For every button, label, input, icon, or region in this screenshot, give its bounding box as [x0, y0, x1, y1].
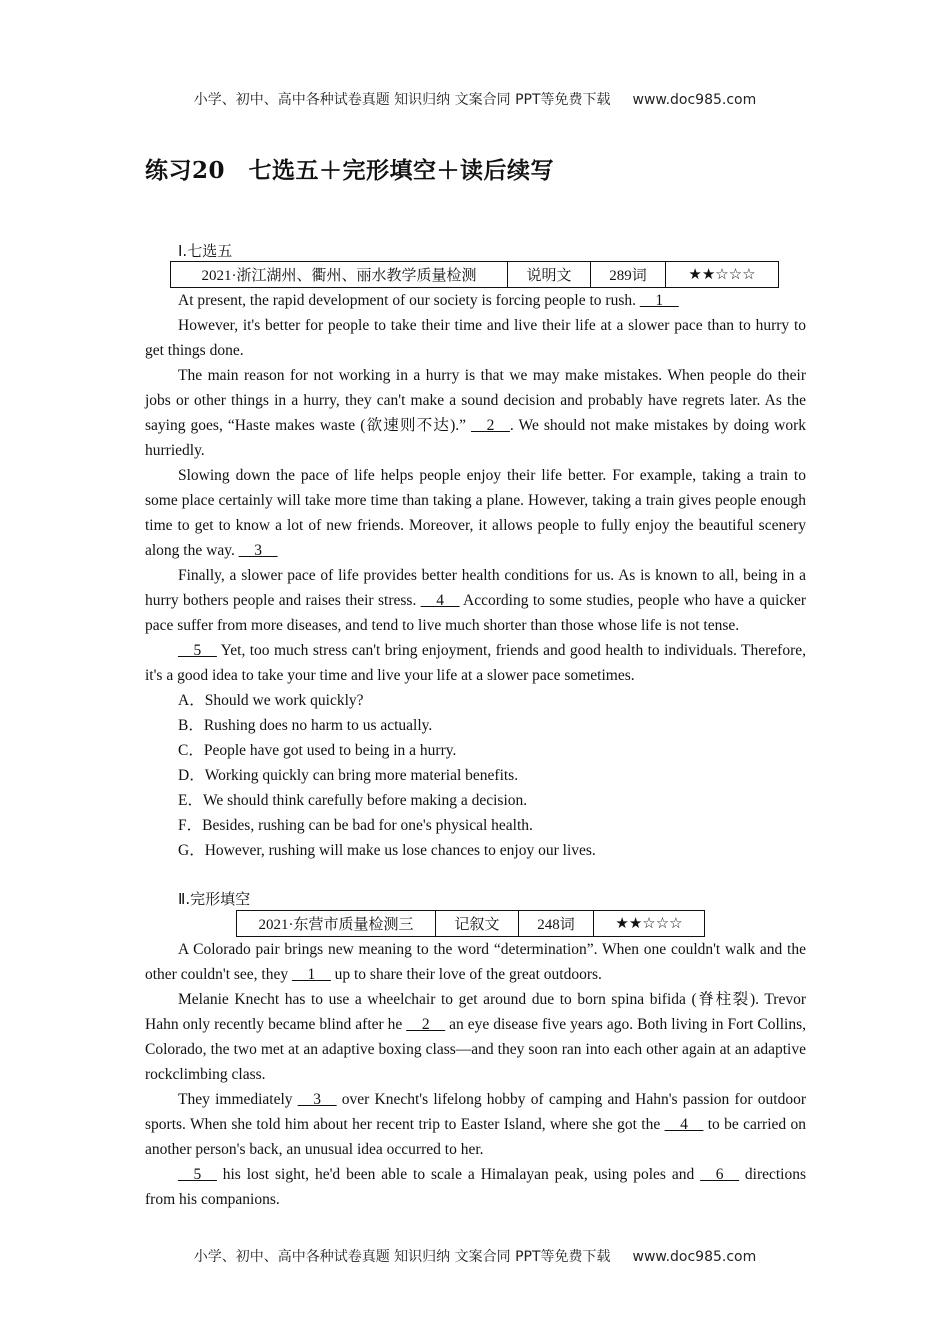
blank-1: __1__: [292, 966, 331, 983]
header-text: 小学、初中、高中各种试卷真题 知识归纳 文案合同 PPT等免费下载: [193, 92, 611, 108]
header-url[interactable]: www.doc985.com: [632, 92, 757, 108]
paragraph: A Colorado pair brings new meaning to the word “determination”. When one couldn't walk and the other couldn't see, they __1__ up to share their love of the great outdoors.: [145, 941, 806, 983]
section1-label: Ⅰ.七选五: [178, 242, 233, 260]
paragraph: At present, the rapid development of our society is forcing people to rush. __1__: [178, 292, 679, 309]
option-d: D．Working quickly can bring more material benefits.: [178, 767, 519, 784]
paragraph: However, it's better for people to take their time and live their life at a slower pace than to hurry to get things done.: [145, 317, 806, 359]
blank-3: __3__: [238, 542, 278, 559]
option-g: G．However, rushing will make us lose chances to enjoy our lives.: [178, 842, 596, 859]
info-difficulty: ★★☆☆☆: [666, 262, 779, 288]
option-e: E．We should think carefully before making a decision.: [178, 792, 528, 809]
page-header: [0, 89, 950, 109]
paragraph: Slowing down the pace of life helps people enjoy their life better. For example, taking a train to some place certainly will take more time than taking a plane. However, taking a train gives people enough time to get to know a lot of new friends. Moreover, it allows people to fully enjoy the beautiful scenery along the way. __3__: [145, 467, 806, 559]
blank-4: __4__: [420, 592, 460, 609]
paragraph: They immediately __3__ over Knecht's lifelong hobby of camping and Hahn's passion for outdoor sports. When she told him about her recent trip to Easter Island, where she got the __4__ to be carried on another person's back, an unusual idea occurred to her.: [145, 1091, 807, 1158]
paragraph: __5__ his lost sight, he'd been able to scale a Himalayan peak, using poles and __6__ directions from his companions.: [145, 1166, 807, 1208]
blank-5: __5__: [178, 1166, 217, 1183]
info-genre: 记叙文: [436, 911, 519, 937]
blank-5: __5__: [178, 642, 217, 659]
section2-label: Ⅱ.完形填空: [178, 890, 251, 908]
page-footer: [0, 1246, 950, 1266]
paragraph: __5__ Yet, too much stress can't bring enjoyment, friends and good health to individuals. Therefore, it's a good idea to take your time and live your life at a slower pace sometimes.: [145, 642, 806, 684]
paragraph: Melanie Knecht has to use a wheelchair to get around due to born spina bifida (脊柱裂). Trevor Hahn only recently became blind after he __2__ an eye disease five years ago. Both living in Fort Collins, Colorado, the two met at an adaptive boxing class—and they soon ran into each other again at an adaptive rockclimbing class.: [145, 991, 807, 1083]
info-source: 2021·浙江湖州、衢州、丽水教学质量检测: [171, 262, 508, 288]
paragraph: The main reason for not working in a hurry is that we may make mistakes. When people do their jobs or other things in a hurry, they can't make a sound decision and probably have regrets later. As the saying goes, “Haste makes waste (欲速则不达).” __2__. We should not make mistakes by doing work hurriedly.: [145, 367, 806, 459]
info-words: 289词: [591, 262, 666, 288]
section2-info-table: [236, 910, 705, 937]
blank-2: __2__: [406, 1016, 446, 1033]
section1-info-table: [170, 261, 779, 288]
blank-6: __6__: [700, 1166, 739, 1183]
page-title: 练习20 七选五＋完形填空＋读后续写: [145, 157, 555, 184]
footer-url[interactable]: www.doc985.com: [632, 1249, 757, 1265]
option-c: C．People have got used to being in a hurry.: [178, 742, 457, 759]
info-source: 2021·东营市质量检测三: [237, 911, 436, 937]
passage2: [145, 937, 806, 1212]
blank-2: __2__: [471, 417, 510, 434]
footer-text: 小学、初中、高中各种试卷真题 知识归纳 文案合同 PPT等免费下载: [193, 1249, 611, 1265]
option-b: B．Rushing does no harm to us actually.: [178, 717, 433, 734]
passage1: [145, 288, 806, 863]
paragraph: Finally, a slower pace of life provides better health conditions for us. As is known to all, being in a hurry bothers people and raises their stress. __4__ According to some studies, people who have a quicker pace suffer from more diseases, and tend to live much shorter than those whose life is not tense.: [145, 567, 806, 634]
info-difficulty: ★★☆☆☆: [594, 911, 705, 937]
blank-1: __1__: [639, 292, 679, 309]
info-words: 248词: [519, 911, 594, 937]
option-f: F．Besides, rushing can be bad for one's physical health.: [178, 817, 533, 834]
blank-4: __4__: [664, 1116, 704, 1133]
info-genre: 说明文: [508, 262, 591, 288]
option-a: A．Should we work quickly?: [178, 692, 364, 709]
blank-3: __3__: [297, 1091, 337, 1108]
